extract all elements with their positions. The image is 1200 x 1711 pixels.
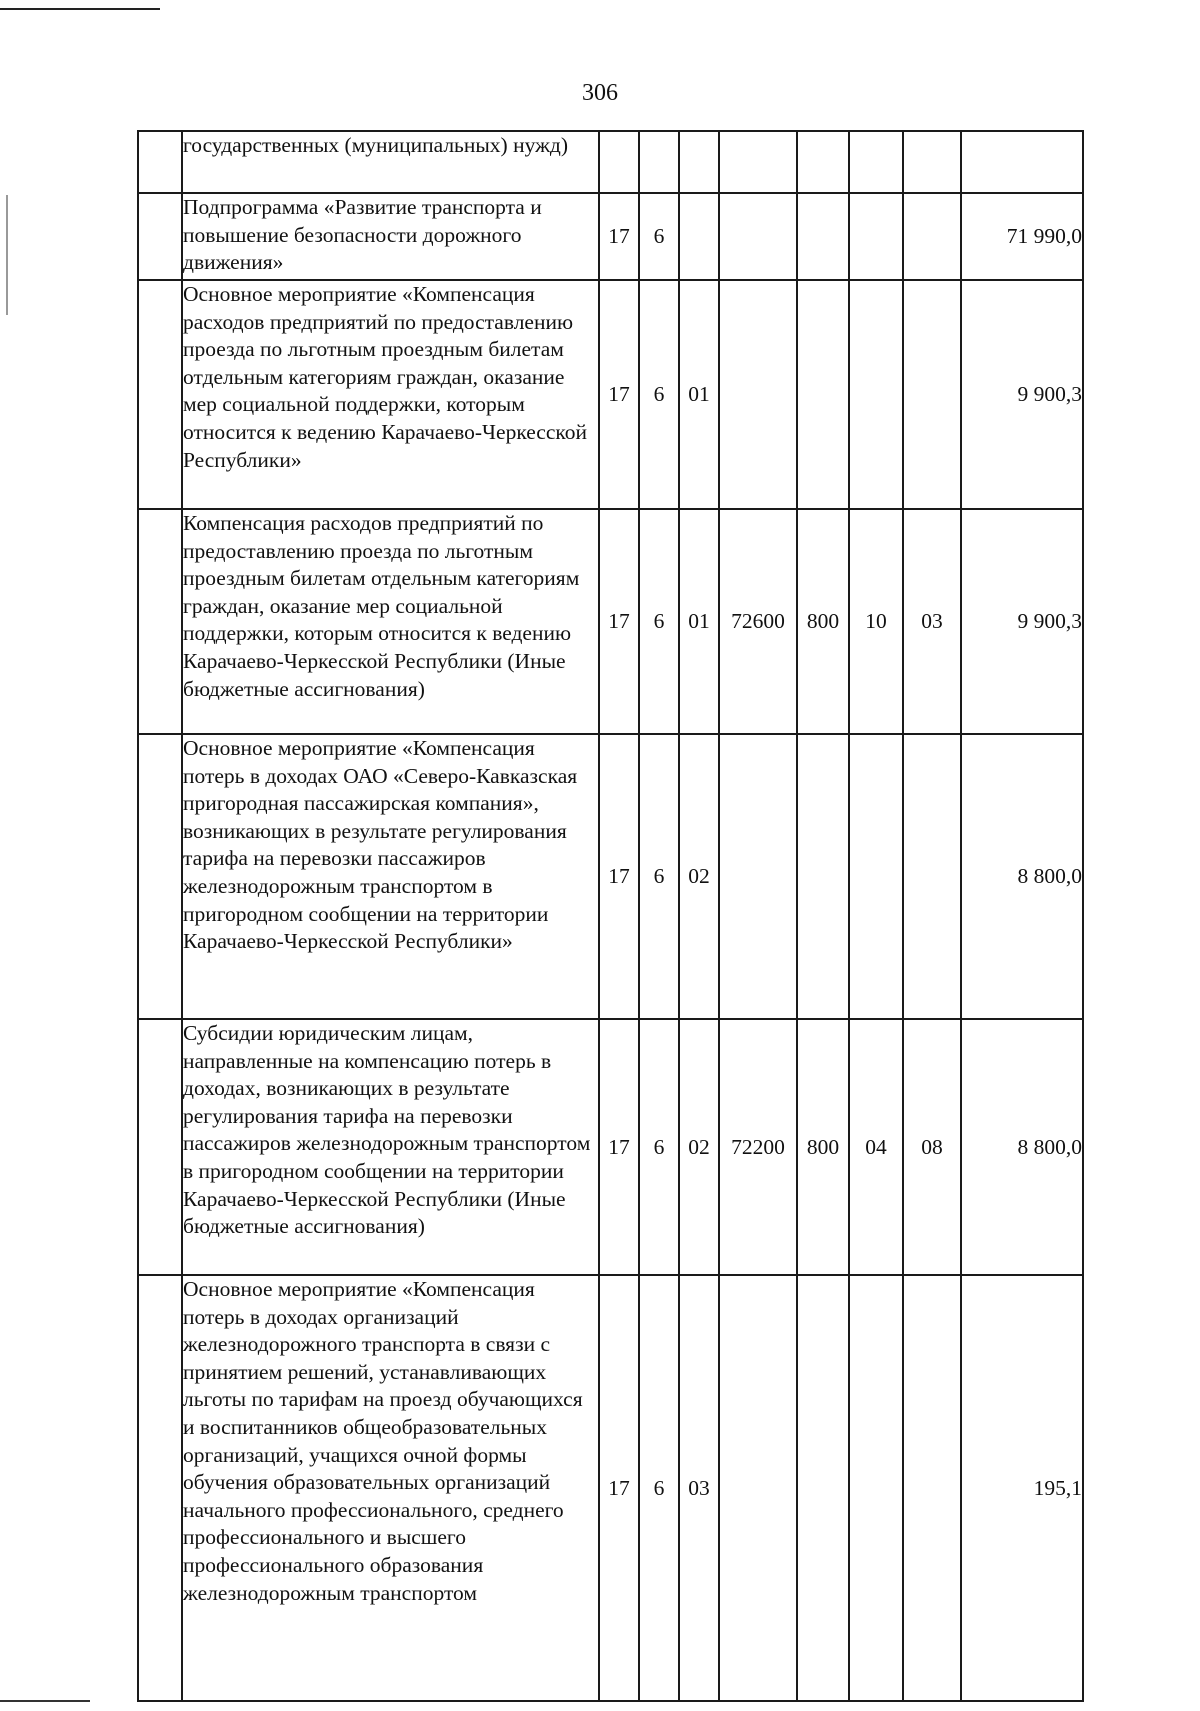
table-row: [138, 509, 1083, 734]
code-pp: 6: [639, 193, 679, 280]
row-name: государственных (муниципальных) нужд): [182, 131, 599, 193]
code-expense-type: 800: [797, 509, 849, 734]
code-om: 02: [679, 1019, 719, 1275]
code-om: 02: [679, 734, 719, 1019]
code-om: [679, 193, 719, 280]
code-direction: [719, 734, 797, 1019]
code-om: 01: [679, 509, 719, 734]
row-number-cell: [138, 1275, 182, 1701]
code-section: [849, 280, 903, 509]
amount-cell: 8 800,0: [961, 734, 1083, 1019]
code-subsection: [903, 734, 961, 1019]
code-direction: [719, 193, 797, 280]
code-pp: 6: [639, 734, 679, 1019]
table-row: [138, 734, 1083, 1019]
code-gp: 17: [599, 734, 639, 1019]
code-gp: 17: [599, 1019, 639, 1275]
table-row: [138, 1275, 1083, 1701]
code-subsection: [903, 193, 961, 280]
row-name: Компенсация расходов предприятий по предоставлению проезда по льготным проездным билетам отдельным категориям граждан, оказание мер социальной поддержки, которым относится к ведению Карачаево-Черкесской Республики (Иные бюджетные ассигнования): [182, 509, 599, 734]
code-om: [679, 131, 719, 193]
code-expense-type: [797, 1275, 849, 1701]
code-direction: 72600: [719, 509, 797, 734]
row-number-cell: [138, 131, 182, 193]
row-name: Основное мероприятие «Компенсация потерь в доходах организаций железнодорожного транспорта в связи с принятием решений, устанавливающих льготы по тарифам на проезд обучающихся и воспитанников общеобразовательных организаций, учащихся очной формы обучения образовательных организаций начального профессионального, среднего профессионального и высшего профессионального образования железнодорожным транспортом: [182, 1275, 599, 1701]
code-section: 10: [849, 509, 903, 734]
code-section: 04: [849, 1019, 903, 1275]
amount-cell: 9 900,3: [961, 509, 1083, 734]
code-pp: 6: [639, 1275, 679, 1701]
code-section: [849, 193, 903, 280]
code-gp: 17: [599, 280, 639, 509]
row-number-cell: [138, 734, 182, 1019]
amount-cell: 71 990,0: [961, 193, 1083, 280]
amount-cell: 9 900,3: [961, 280, 1083, 509]
code-subsection: 08: [903, 1019, 961, 1275]
code-subsection: [903, 1275, 961, 1701]
code-gp: 17: [599, 193, 639, 280]
code-section: [849, 131, 903, 193]
code-direction: [719, 1275, 797, 1701]
row-number-cell: [138, 193, 182, 280]
row-name: Основное мероприятие «Компенсация потерь в доходах ОАО «Северо-Кавказская пригородная пассажирская компания», возникающих в результате регулирования тарифа на перевозки пассажиров железнодорожным транспортом в пригородном сообщении на территории Карачаево-Черкесской Республики»: [182, 734, 599, 1019]
page-number: 306: [582, 80, 618, 106]
code-expense-type: 800: [797, 1019, 849, 1275]
table-row: [138, 280, 1083, 509]
code-gp: [599, 131, 639, 193]
code-expense-type: [797, 280, 849, 509]
row-number-cell: [138, 509, 182, 734]
amount-cell: 8 800,0: [961, 1019, 1083, 1275]
code-om: 03: [679, 1275, 719, 1701]
code-direction: [719, 280, 797, 509]
code-pp: [639, 131, 679, 193]
code-subsection: [903, 131, 961, 193]
row-number-cell: [138, 280, 182, 509]
table-row: [138, 131, 1083, 193]
code-expense-type: [797, 131, 849, 193]
code-pp: 6: [639, 509, 679, 734]
table-row: [138, 1019, 1083, 1275]
row-name: Основное мероприятие «Компенсация расходов предприятий по предоставлению проезда по льготным проездным билетам отдельным категориям граждан, оказание мер социальной поддержки, которым относится к ведению Карачаево-Черкесской Республики»: [182, 280, 599, 509]
code-expense-type: [797, 734, 849, 1019]
code-subsection: [903, 280, 961, 509]
left-scan-mark: [6, 195, 8, 315]
code-expense-type: [797, 193, 849, 280]
code-om: 01: [679, 280, 719, 509]
code-pp: 6: [639, 1019, 679, 1275]
row-number-cell: [138, 1019, 182, 1275]
code-direction: 72200: [719, 1019, 797, 1275]
row-name: Подпрограмма «Развитие транспорта и повышение безопасности дорожного движения»: [182, 193, 599, 280]
amount-cell: 195,1: [961, 1275, 1083, 1701]
code-section: [849, 734, 903, 1019]
top-scan-rule: [0, 8, 160, 10]
code-pp: 6: [639, 280, 679, 509]
code-section: [849, 1275, 903, 1701]
row-name: Субсидии юридическим лицам, направленные на компенсацию потерь в доходах, возникающих в результате регулирования тарифа на перевозки пассажиров железнодорожным транспортом в пригородном сообщении на территории Карачаево-Черкесской Республики (Иные бюджетные ассигнования): [182, 1019, 599, 1275]
amount-cell: [961, 131, 1083, 193]
code-gp: 17: [599, 509, 639, 734]
table-row: [138, 193, 1083, 280]
bottom-scan-rule: [0, 1700, 90, 1702]
code-direction: [719, 131, 797, 193]
code-gp: 17: [599, 1275, 639, 1701]
code-subsection: 03: [903, 509, 961, 734]
budget-table: [137, 130, 1084, 1702]
